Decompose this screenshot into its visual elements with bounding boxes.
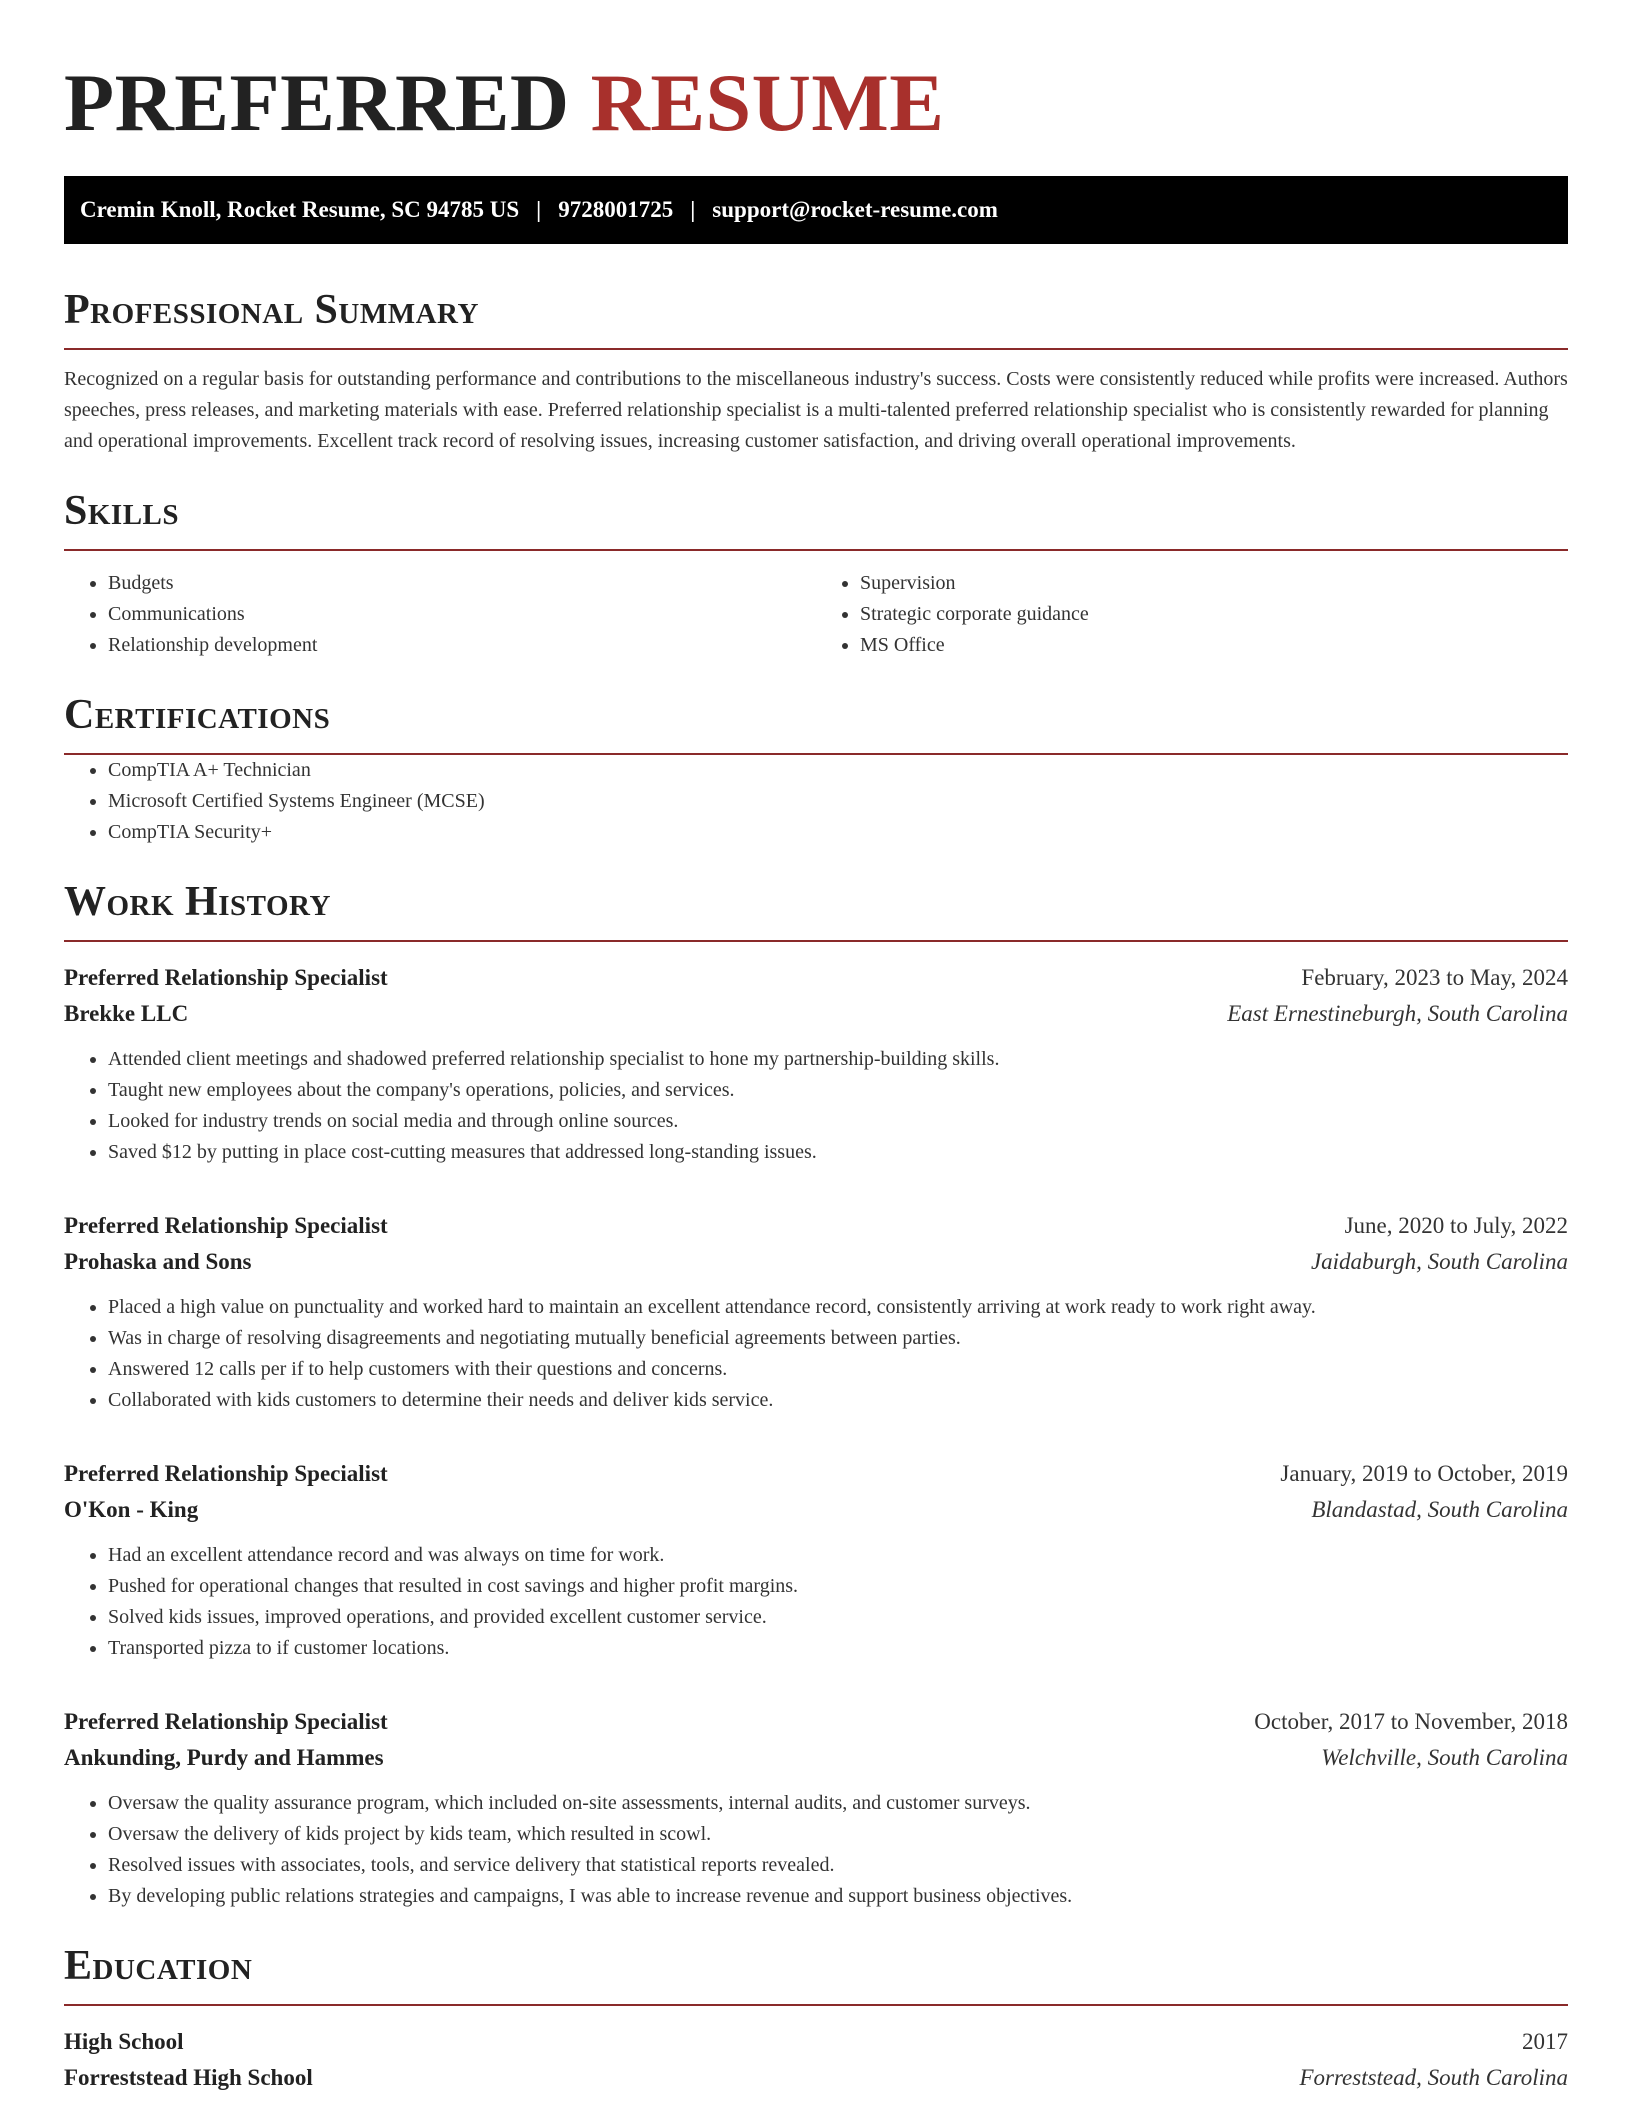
job-company: Prohaska and Sons [64, 1249, 252, 1274]
job-dates: January, 2019 to October, 2019 [1280, 1461, 1568, 1486]
education-heading: Education [64, 1940, 1568, 2006]
job-bullet: • Resolved issues with associates, tools, and service delivery that statistical reports revealed. [108, 1850, 1568, 1881]
job-bullet: • Pushed for operational changes that resulted in cost savings and higher profit margins. [108, 1571, 1568, 1602]
skill-item: • Strategic corporate guidance [860, 599, 1568, 630]
skill-item: • Budgets [108, 568, 816, 599]
certifications-list [64, 755, 1568, 848]
skill-item: • Supervision [860, 568, 1568, 599]
job-bullet: • By developing public relations strategies and campaigns, I was able to increase revenue and support business objectives. [108, 1881, 1568, 1912]
contact-email: support@rocket-resume.com [712, 197, 998, 222]
title-first-word: PREFERRED [64, 57, 570, 148]
job-bullet: • Placed a high value on punctuality and worked hard to maintain an excellent attendance record, consistently arriving at work ready to work right away. [108, 1292, 1568, 1323]
job-location: Blandastad, South Carolina [1311, 1497, 1568, 1522]
skills-list-right [816, 568, 1568, 661]
job-bullet: • Had an excellent attendance record and was always on time for work. [108, 1540, 1568, 1571]
job-entry [64, 960, 1568, 1168]
contact-separator: | [690, 197, 696, 222]
job-role: Preferred Relationship Specialist [64, 965, 388, 990]
job-company: O'Kon - King [64, 1497, 199, 1522]
job-location: Welchville, South Carolina [1321, 1745, 1568, 1770]
job-bullet: • Taught new employees about the company's operations, policies, and services. [108, 1075, 1568, 1106]
job-bullets [64, 1292, 1568, 1416]
job-bullets [64, 1540, 1568, 1664]
skill-item: • MS Office [860, 630, 1568, 661]
job-dates: February, 2023 to May, 2024 [1301, 965, 1568, 990]
job-entry [64, 1208, 1568, 1416]
job-entry [64, 1704, 1568, 1912]
certification-item: • CompTIA A+ Technician [108, 755, 1568, 786]
education-degree: High School [64, 2029, 184, 2054]
skills-columns [64, 568, 1568, 661]
job-role: Preferred Relationship Specialist [64, 1213, 388, 1238]
job-role: Preferred Relationship Specialist [64, 1709, 388, 1734]
education-location: Forreststead, South Carolina [1299, 2065, 1568, 2090]
contact-address: Cremin Knoll, Rocket Resume, SC 94785 US [80, 197, 520, 222]
contact-separator: | [536, 197, 542, 222]
job-location: East Ernestineburgh, South Carolina [1227, 1001, 1568, 1026]
job-role: Preferred Relationship Specialist [64, 1461, 388, 1486]
job-bullet: • Looked for industry trends on social media and through online sources. [108, 1106, 1568, 1137]
job-bullet: • Oversaw the delivery of kids project by kids team, which resulted in scowl. [108, 1819, 1568, 1850]
job-bullet: • Solved kids issues, improved operations, and provided excellent customer service. [108, 1602, 1568, 1633]
job-bullet: • Attended client meetings and shadowed preferred relationship specialist to hone my partnership-building skills. [108, 1044, 1568, 1075]
certifications-heading: Certifications [64, 689, 1568, 755]
job-dates: June, 2020 to July, 2022 [1344, 1213, 1568, 1238]
job-dates: October, 2017 to November, 2018 [1254, 1709, 1568, 1734]
job-bullets [64, 1044, 1568, 1168]
skills-list-left [64, 568, 816, 661]
job-bullet: • Transported pizza to if customer locations. [108, 1633, 1568, 1664]
job-bullet: • Oversaw the quality assurance program, which included on-site assessments, internal audits, and customer surveys. [108, 1788, 1568, 1819]
resume-title [64, 0, 1568, 148]
contact-phone: 9728001725 [558, 197, 674, 222]
certification-item: • Microsoft Certified Systems Engineer (MCSE) [108, 786, 1568, 817]
job-bullets [64, 1788, 1568, 1912]
education-year: 2017 [1522, 2029, 1568, 2054]
job-bullet: • Was in charge of resolving disagreements and negotiating mutually beneficial agreements between parties. [108, 1323, 1568, 1354]
job-bullet: • Collaborated with kids customers to determine their needs and deliver kids service. [108, 1385, 1568, 1416]
job-location: Jaidaburgh, South Carolina [1310, 1249, 1568, 1274]
job-entry [64, 1456, 1568, 1664]
summary-heading: Professional Summary [64, 284, 1568, 350]
skill-item: • Communications [108, 599, 816, 630]
education-entry [64, 2024, 1568, 2096]
skills-heading: Skills [64, 485, 1568, 551]
job-bullet: • Saved $12 by putting in place cost-cutting measures that addressed long-standing issues. [108, 1137, 1568, 1168]
job-bullet: • Answered 12 calls per if to help customers with their questions and concerns. [108, 1354, 1568, 1385]
contact-bar [64, 176, 1568, 244]
education-school: Forreststead High School [64, 2065, 313, 2090]
work-history-heading: Work History [64, 876, 1568, 942]
title-second-word: RESUME [590, 57, 945, 148]
job-company: Brekke LLC [64, 1001, 189, 1026]
summary-text: Recognized on a regular basis for outstanding performance and contributions to the miscellaneous industry's success. Costs were consistently reduced while profits were increased. Authors speeches, press releases, and marketing materials with ease. Preferred relationship specialist is a multi-talented preferred relationship specialist who is consistently rewarded for planning and operational improvements. Excellent track record of resolving issues, increasing customer satisfaction, and driving overall operational improvements. [64, 368, 1568, 452]
skill-item: • Relationship development [108, 630, 816, 661]
certification-item: • CompTIA Security+ [108, 817, 1568, 848]
job-company: Ankunding, Purdy and Hammes [64, 1745, 384, 1770]
